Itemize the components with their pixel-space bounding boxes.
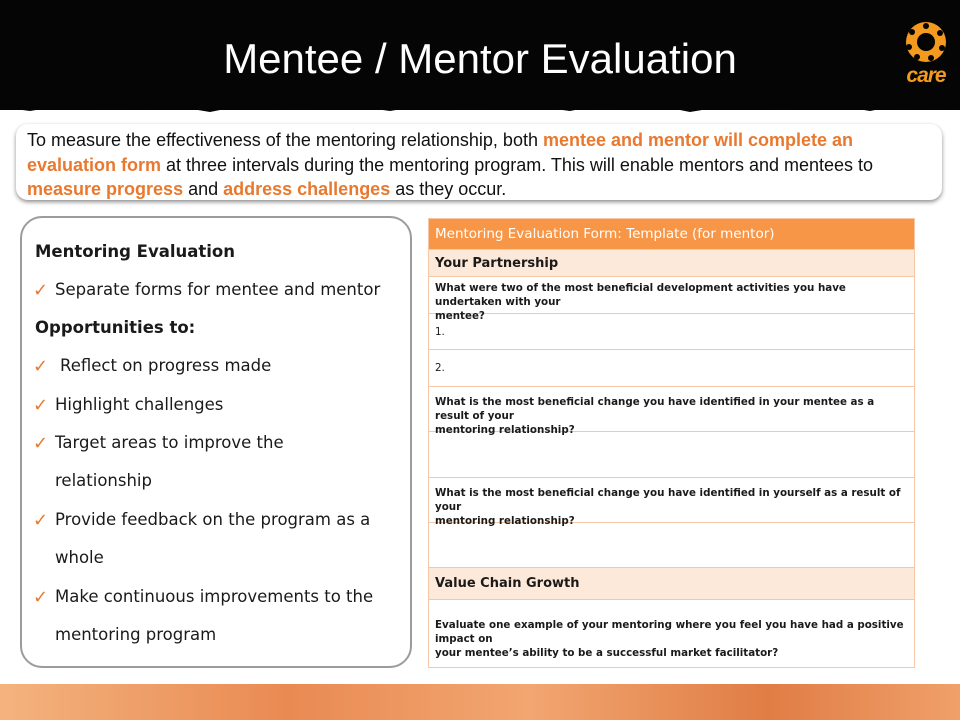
- list-item-label: Reflect on progress made: [60, 356, 272, 375]
- form-question-positive-impact: [429, 600, 914, 668]
- care-logo: [898, 20, 954, 92]
- intro-highlight-progress: measure progress: [27, 179, 184, 199]
- list-item-feedback-continued: whole: [55, 548, 104, 567]
- form-question-development-activities: [429, 277, 914, 322]
- form-question-part: as a result of your: [435, 396, 875, 422]
- list-item-label: Target areas to improve the: [55, 433, 284, 452]
- check-icon: ✓: [33, 587, 49, 608]
- evaluation-form-template: [428, 218, 915, 668]
- check-icon: ✓: [33, 395, 49, 416]
- form-question-text: [435, 486, 908, 514]
- check-icon: ✓: [33, 280, 49, 301]
- form-question-emphasis: yourself: [773, 487, 821, 499]
- intro-text-2: at three intervals during the mentoring program. This will enable mentors and mentees to: [161, 154, 874, 175]
- form-answer-change-self: [429, 523, 914, 568]
- care-logo-icon: [898, 20, 954, 68]
- form-question-change-mentee: [429, 387, 914, 436]
- form-answer-change-mentee: [429, 432, 914, 478]
- check-icon: ✓: [33, 433, 49, 454]
- header-torn-edge: [0, 96, 960, 120]
- intro-text-4: as they occur.: [390, 179, 507, 199]
- intro-highlight-challenges: address challenges: [223, 179, 391, 199]
- form-question-text: [435, 395, 908, 423]
- form-question-text: your mentee’s ability to be a successful market facilitator?: [435, 647, 779, 659]
- form-question-part: What is the most beneficial change you have identified in: [435, 487, 774, 499]
- list-item-label: Make continuous improvements to the: [55, 587, 374, 606]
- form-section-your-partnership: Your Partnership: [429, 250, 914, 277]
- panel-heading-mentoring-evaluation: Mentoring Evaluation: [35, 242, 235, 261]
- list-item-label: Provide feedback on the program as a: [55, 510, 371, 529]
- list-item-label: Highlight challenges: [55, 395, 224, 414]
- intro-callout: [16, 124, 942, 200]
- footer-band: [0, 684, 960, 720]
- form-question-text: mentoring relationship?: [435, 515, 575, 527]
- slide-title: Mentee / Mentor Evaluation: [223, 35, 737, 82]
- intro-text-1: To measure the effectiveness of the mentoring relationship, both: [27, 130, 543, 150]
- form-title: Mentoring Evaluation Form: Template (for mentor): [429, 219, 914, 250]
- logo-text: care: [906, 64, 946, 87]
- check-icon: ✓: [33, 356, 49, 377]
- form-question-change-self: [429, 478, 914, 527]
- form-answer-2: 2.: [429, 350, 914, 387]
- form-question-text: Evaluate one example of your mentoring where you feel you have had a positive impact on: [435, 619, 904, 645]
- intro-text-3: and: [183, 179, 224, 199]
- intro-highlight-evaluation: mentee and mentor will complete an evaluation form: [27, 130, 854, 175]
- list-item-target-continued: relationship: [55, 471, 152, 490]
- form-question-emphasis: your mentee: [773, 396, 847, 408]
- form-question-text: What were two of the most beneficial development activities you have undertaken with your: [435, 282, 846, 308]
- form-question-text: mentoring relationship?: [435, 424, 575, 436]
- form-question-part: What is the most beneficial change you have identified in: [435, 396, 774, 408]
- list-item-label: Separate forms for mentee and mentor: [55, 280, 381, 299]
- list-item-improvements-continued: mentoring program: [55, 625, 217, 644]
- form-question-part: as a result of your: [435, 487, 901, 513]
- panel-heading-opportunities: Opportunities to:: [35, 318, 196, 337]
- form-section-value-chain-growth: Value Chain Growth: [429, 568, 914, 600]
- check-icon: ✓: [33, 510, 49, 531]
- form-answer-1: 1.: [429, 314, 914, 350]
- form-question-text: mentee?: [435, 310, 485, 322]
